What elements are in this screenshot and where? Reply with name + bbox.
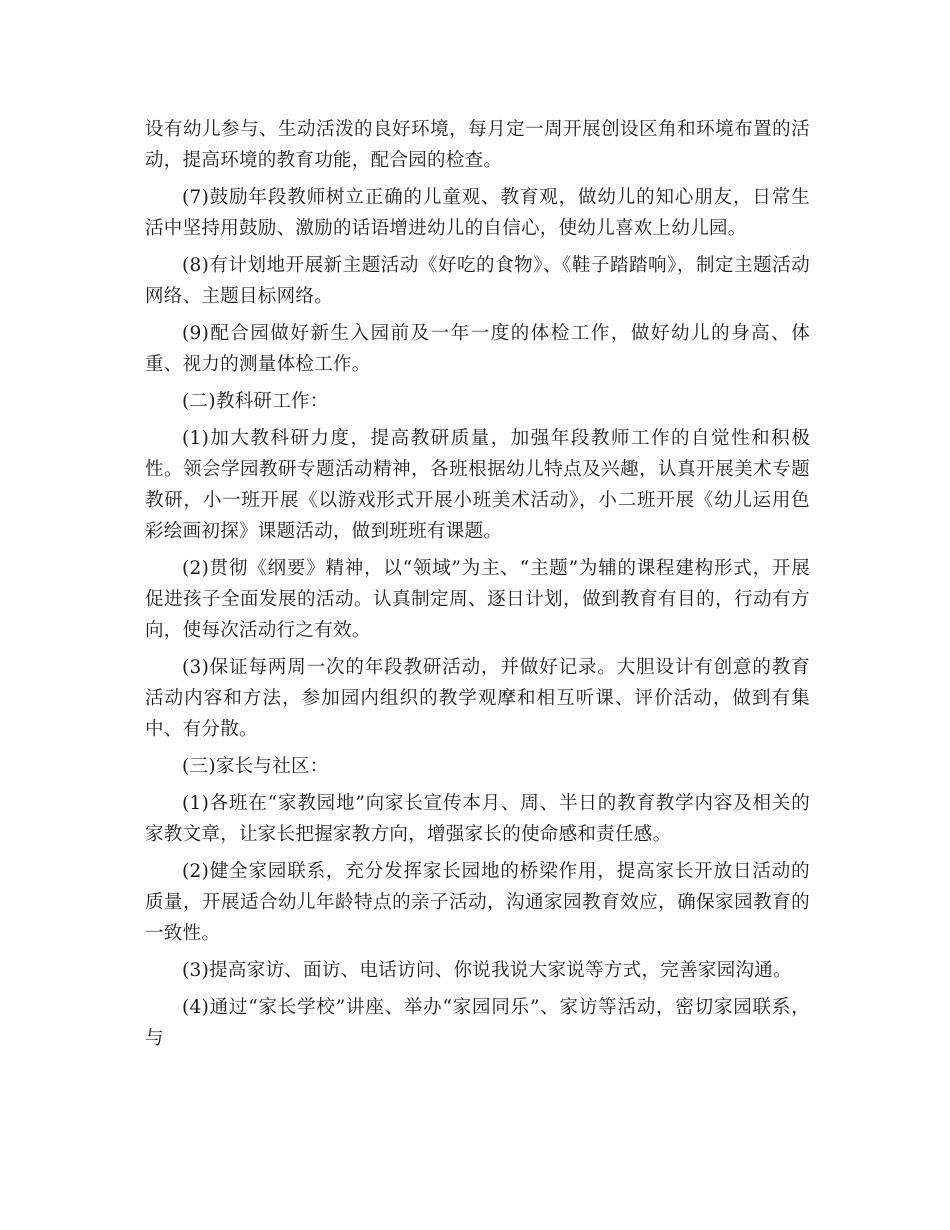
- paragraph: (2)健全家园联系，充分发挥家长园地的桥梁作用，提高家长开放日活动的质量，开展适合幼儿年龄特点的亲子活动，沟通家园教育效应，确保家园教育的一致性。: [145, 861, 810, 944]
- paragraph: (3)提高家访、面访、电话访问、你说我说大家说等方式，完善家园沟通。: [182, 960, 792, 981]
- paragraph: (2)贯彻《纲要》精神，以“领域”为主、“主题”为辅的课程建构形式，开展促进孩子全面发展的活动。认真制定周、逐日计划，做到教育有目的，行动有方向，使每次活动行之有效。: [145, 558, 810, 641]
- paragraph: (3)保证每两周一次的年段教研活动，并做好记录。大胆设计有创意的教育活动内容和方法，参加园内组织的教学观摩和相互听课、评价活动，做到有集中、有分散。: [145, 657, 810, 740]
- document-body: [145, 114, 810, 1060]
- paragraph: (7)鼓励年段教师树立正确的儿童观、教育观，做幼儿的知心朋友，日常生活中坚持用鼓励、激励的话语增进幼儿的自信心，使幼儿喜欢上幼儿园。: [145, 187, 810, 239]
- paragraph: (4)通过“家长学校”讲座、举办“家园同乐”、家访等活动，密切家园联系，与: [145, 997, 810, 1049]
- paragraph: 设有幼儿参与、生动活泼的良好环境，每月定一周开展创设区角和环境布置的活动，提高环境的教育功能，配合园的检查。: [145, 119, 810, 171]
- paragraph: (9)配合园做好新生入园前及一年一度的体检工作，做好幼儿的身高、体重、视力的测量体检工作。: [145, 323, 810, 375]
- paragraph: (1)各班在“家教园地”向家长宣传本月、周、半日的教育教学内容及相关的家教文章，让家长把握家教方向，增强家长的使命感和责任感。: [145, 793, 810, 845]
- paragraph: (1)加大教科研力度，提高教研质量，加强年段教师工作的自觉性和积极性。领会学园教研专题活动精神，各班根据幼儿特点及兴趣，认真开展美术专题教研，小一班开展《以游戏形式开展小班美术活动》，小二班开展《幼儿运用色彩绘画初探》课题活动，做到班班有课题。: [145, 428, 810, 542]
- section-heading: (二)教科研工作：: [182, 391, 329, 412]
- paragraph: (8)有计划地开展新主题活动《好吃的食物》、《鞋子踏踏响》，制定主题活动网络、主题目标网络。: [145, 255, 810, 307]
- section-heading: (三)家长与社区：: [182, 756, 329, 777]
